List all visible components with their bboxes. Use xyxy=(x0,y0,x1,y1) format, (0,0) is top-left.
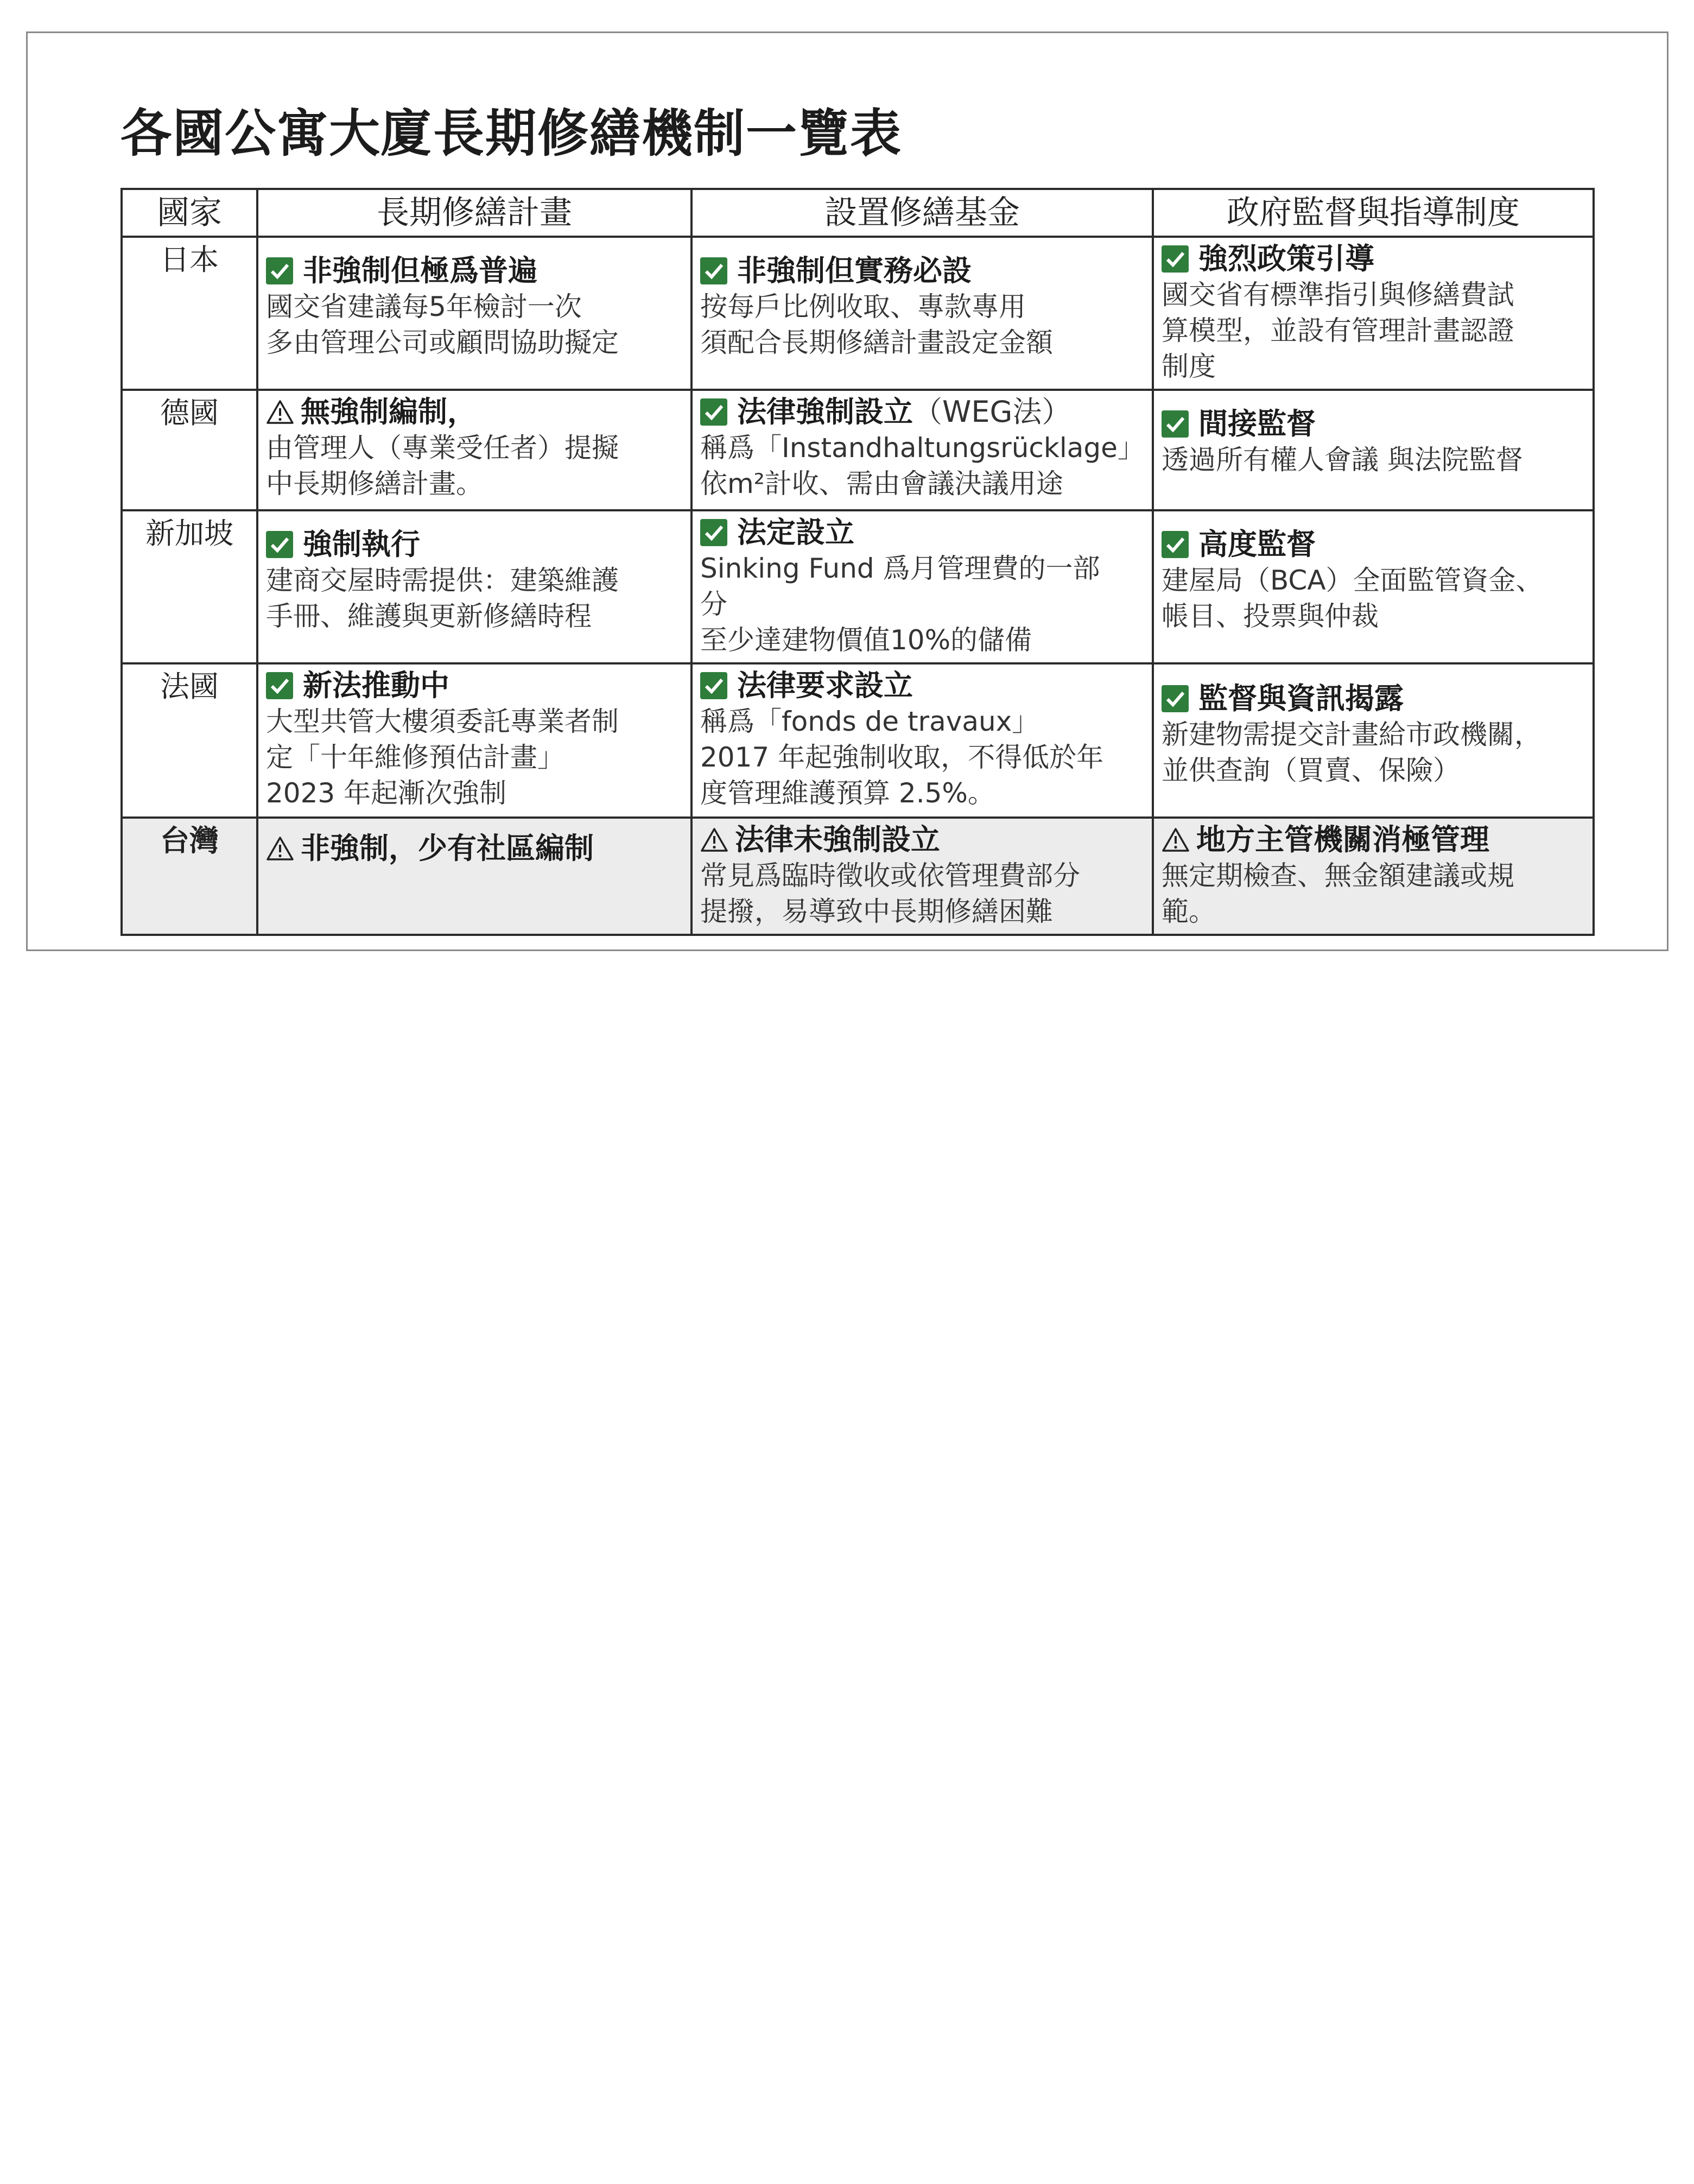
fund-cell: 法律強制設立 （WEG法） 稱爲「Instandhaltungsrücklage」 依m²計收、需由會議決議用途 xyxy=(691,390,1153,510)
check-box-icon xyxy=(266,257,293,284)
country-cell: 台灣 xyxy=(122,818,257,935)
plan-cell: 新法推動中 大型共管大樓須委託專業者制 定「十年維修預估計畫」 2023 年起漸次強制 xyxy=(257,663,691,818)
plan-heading: 無強制編制， xyxy=(266,394,683,430)
plan-heading: 強制執行 xyxy=(266,527,683,562)
plan-cell: 強制執行 建商交屋時需提供：建築維護 手冊、維護與更新修繕時程 xyxy=(257,510,691,663)
plan-cell: 無強制編制， 由管理人（專業受任者）提擬 中長期修繕計畫。 xyxy=(257,390,691,510)
fund-cell: 法律要求設立 稱爲「fonds de travaux」 2017 年起強制收取，不得低於年 度管理維護預算 2.5%。 xyxy=(691,663,1153,818)
country-cell: 法國 xyxy=(122,663,257,818)
page-title: 各國公寓大廈長期修繕機制一覽表 xyxy=(120,104,903,163)
oversight-heading: 強烈政策引導 xyxy=(1162,241,1585,277)
comparison-table xyxy=(120,188,1595,936)
check-box-icon xyxy=(266,672,293,699)
oversight-cell: 間接監督 透過所有權人會議 與法院監督 xyxy=(1153,390,1594,510)
table-row xyxy=(122,237,1594,390)
plan-heading: 新法推動中 xyxy=(266,668,683,704)
header-oversight: 政府監督與指導制度 xyxy=(1153,189,1594,237)
check-box-icon xyxy=(1162,410,1189,438)
fund-heading: 法定設立 xyxy=(700,515,1144,550)
fund-cell: 法律未強制設立 常見爲臨時徵收或依管理費部分 提撥，易導致中長期修繕困難 xyxy=(691,818,1153,935)
check-box-icon xyxy=(700,519,727,546)
country-cell: 日本 xyxy=(122,237,257,390)
check-box-icon xyxy=(1162,531,1189,558)
fund-heading: 非強制但實務必設 xyxy=(700,253,1144,289)
plan-heading: 非強制，少有社區編制 xyxy=(266,831,683,866)
table-row xyxy=(122,818,1594,935)
header-country: 國家 xyxy=(122,189,257,237)
oversight-cell: 強烈政策引導 國交省有標準指引與修繕費試 算模型，並設有管理計畫認證 制度 xyxy=(1153,237,1594,390)
oversight-heading: 地方主管機關消極管理 xyxy=(1162,822,1585,858)
check-box-icon xyxy=(700,398,727,426)
country-cell: 德國 xyxy=(122,390,257,510)
check-box-icon xyxy=(700,672,727,699)
fund-heading: 法律未強制設立 xyxy=(700,822,1144,858)
country-cell: 新加坡 xyxy=(122,510,257,663)
oversight-heading: 間接監督 xyxy=(1162,406,1585,442)
table-header-row xyxy=(122,189,1594,237)
header-fund: 設置修繕基金 xyxy=(691,189,1153,237)
warning-triangle-icon xyxy=(700,827,728,853)
check-box-icon xyxy=(700,257,727,284)
warning-triangle-icon xyxy=(266,835,294,862)
table-row xyxy=(122,663,1594,818)
oversight-heading: 監督與資訊揭露 xyxy=(1162,681,1585,717)
check-box-icon xyxy=(1162,245,1189,273)
table-row xyxy=(122,510,1594,663)
plan-cell xyxy=(257,818,691,935)
fund-heading-note: （WEG法） xyxy=(913,395,1071,429)
fund-heading: 法律要求設立 xyxy=(700,668,1144,704)
oversight-heading: 高度監督 xyxy=(1162,527,1585,562)
fund-cell: 非強制但實務必設 按每戶比例收取、專款專用 須配合長期修繕計畫設定金額 xyxy=(691,237,1153,390)
plan-heading: 非強制但極爲普遍 xyxy=(266,253,683,289)
oversight-cell: 高度監督 建屋局（BCA）全面監管資金、 帳目、投票與仲裁 xyxy=(1153,510,1594,663)
oversight-cell: 監督與資訊揭露 新建物需提交計畫給市政機關， 並供查詢（買賣、保險） xyxy=(1153,663,1594,818)
check-box-icon xyxy=(1162,685,1189,712)
header-plan: 長期修繕計畫 xyxy=(257,189,691,237)
fund-heading: 法律強制設立 （WEG法） xyxy=(700,394,1144,430)
plan-cell: 非強制但極爲普遍 國交省建議每5年檢討一次 多由管理公司或顧問協助擬定 xyxy=(257,237,691,390)
warning-triangle-icon xyxy=(266,399,294,425)
check-box-icon xyxy=(266,531,293,558)
fund-cell: 法定設立 Sinking Fund 爲月管理費的一部 分 至少達建物價值10%的儲備 xyxy=(691,510,1153,663)
warning-triangle-icon xyxy=(1162,827,1190,853)
table-row xyxy=(122,390,1594,510)
oversight-cell: 地方主管機關消極管理 無定期檢查、無金額建議或規 範。 xyxy=(1153,818,1594,935)
